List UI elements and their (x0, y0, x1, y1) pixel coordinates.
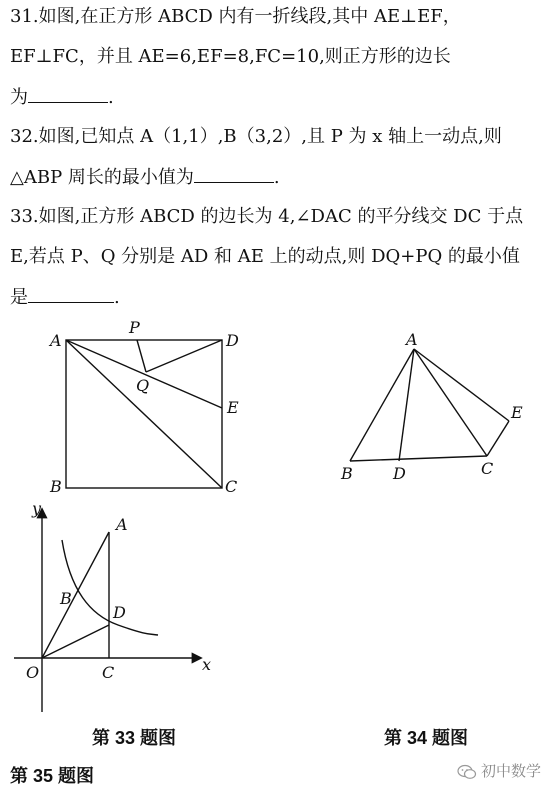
fig33-label-p: P (129, 318, 140, 337)
q31-prefix: 为 (10, 87, 28, 108)
watermark-text: 初中数学 (480, 762, 541, 780)
q31-line1: 31.如图,在正方形 ABCD 内有一折线段,其中 AE⊥EF， (10, 6, 461, 27)
fig35-label-x: x (202, 655, 212, 674)
q31-line3: 为 . (10, 87, 114, 108)
q31-line2: EF⊥FC，并且 AE=6,EF=8,FC=10,则正方形的边长 (10, 46, 451, 67)
fig35-label-o: O (26, 663, 40, 682)
fig33-label-e: E (227, 398, 239, 417)
fig35-label-b: B (60, 589, 72, 608)
fig33-label-d: D (226, 331, 239, 350)
fig35-label-d: D (113, 603, 126, 622)
q32-line1: 32.如图,已知点 A（1,1）,B（3,2）,且 P 为 x 轴上一动点,则 (10, 126, 502, 147)
fig35-label-a: A (116, 515, 128, 534)
fig34-label-e: E (511, 403, 523, 422)
q33-line2: E,若点 P、Q 分别是 AD 和 AE 上的动点,则 DQ+PQ 的最小值 (10, 246, 520, 267)
fig35-label-y: y (32, 499, 42, 518)
q32-prefix: △ABP 周长的最小值为 (10, 167, 194, 188)
q32-line2: △ABP 周长的最小值为 . (10, 167, 280, 188)
fig35-label-c: C (102, 663, 115, 682)
fig34-label-c: C (481, 459, 494, 478)
q33-line1: 33.如图,正方形 ABCD 的边长为 4,∠DAC 的平分线交 DC 于点 (10, 206, 524, 227)
wechat-icon (457, 764, 477, 780)
fig33-label-q: Q (136, 376, 150, 395)
watermark (457, 760, 541, 781)
fig33-label-c: C (225, 477, 238, 496)
caption-fig33: 第 33 题图 (92, 728, 177, 748)
q33-prefix: 是 (10, 287, 28, 308)
caption-fig35: 第 35 题图 (10, 766, 95, 786)
hyperbola-curve (62, 540, 158, 635)
fig34-label-d: D (393, 464, 406, 483)
fig33-label-a: A (50, 331, 62, 350)
fig34-label-a: A (406, 330, 418, 349)
caption-fig34: 第 34 题图 (384, 728, 469, 748)
q33-line3: 是 . (10, 287, 120, 308)
fig33-label-b: B (50, 477, 62, 496)
fig34-label-b: B (341, 464, 353, 483)
segment-oa (42, 532, 109, 658)
segment-od (42, 625, 109, 658)
